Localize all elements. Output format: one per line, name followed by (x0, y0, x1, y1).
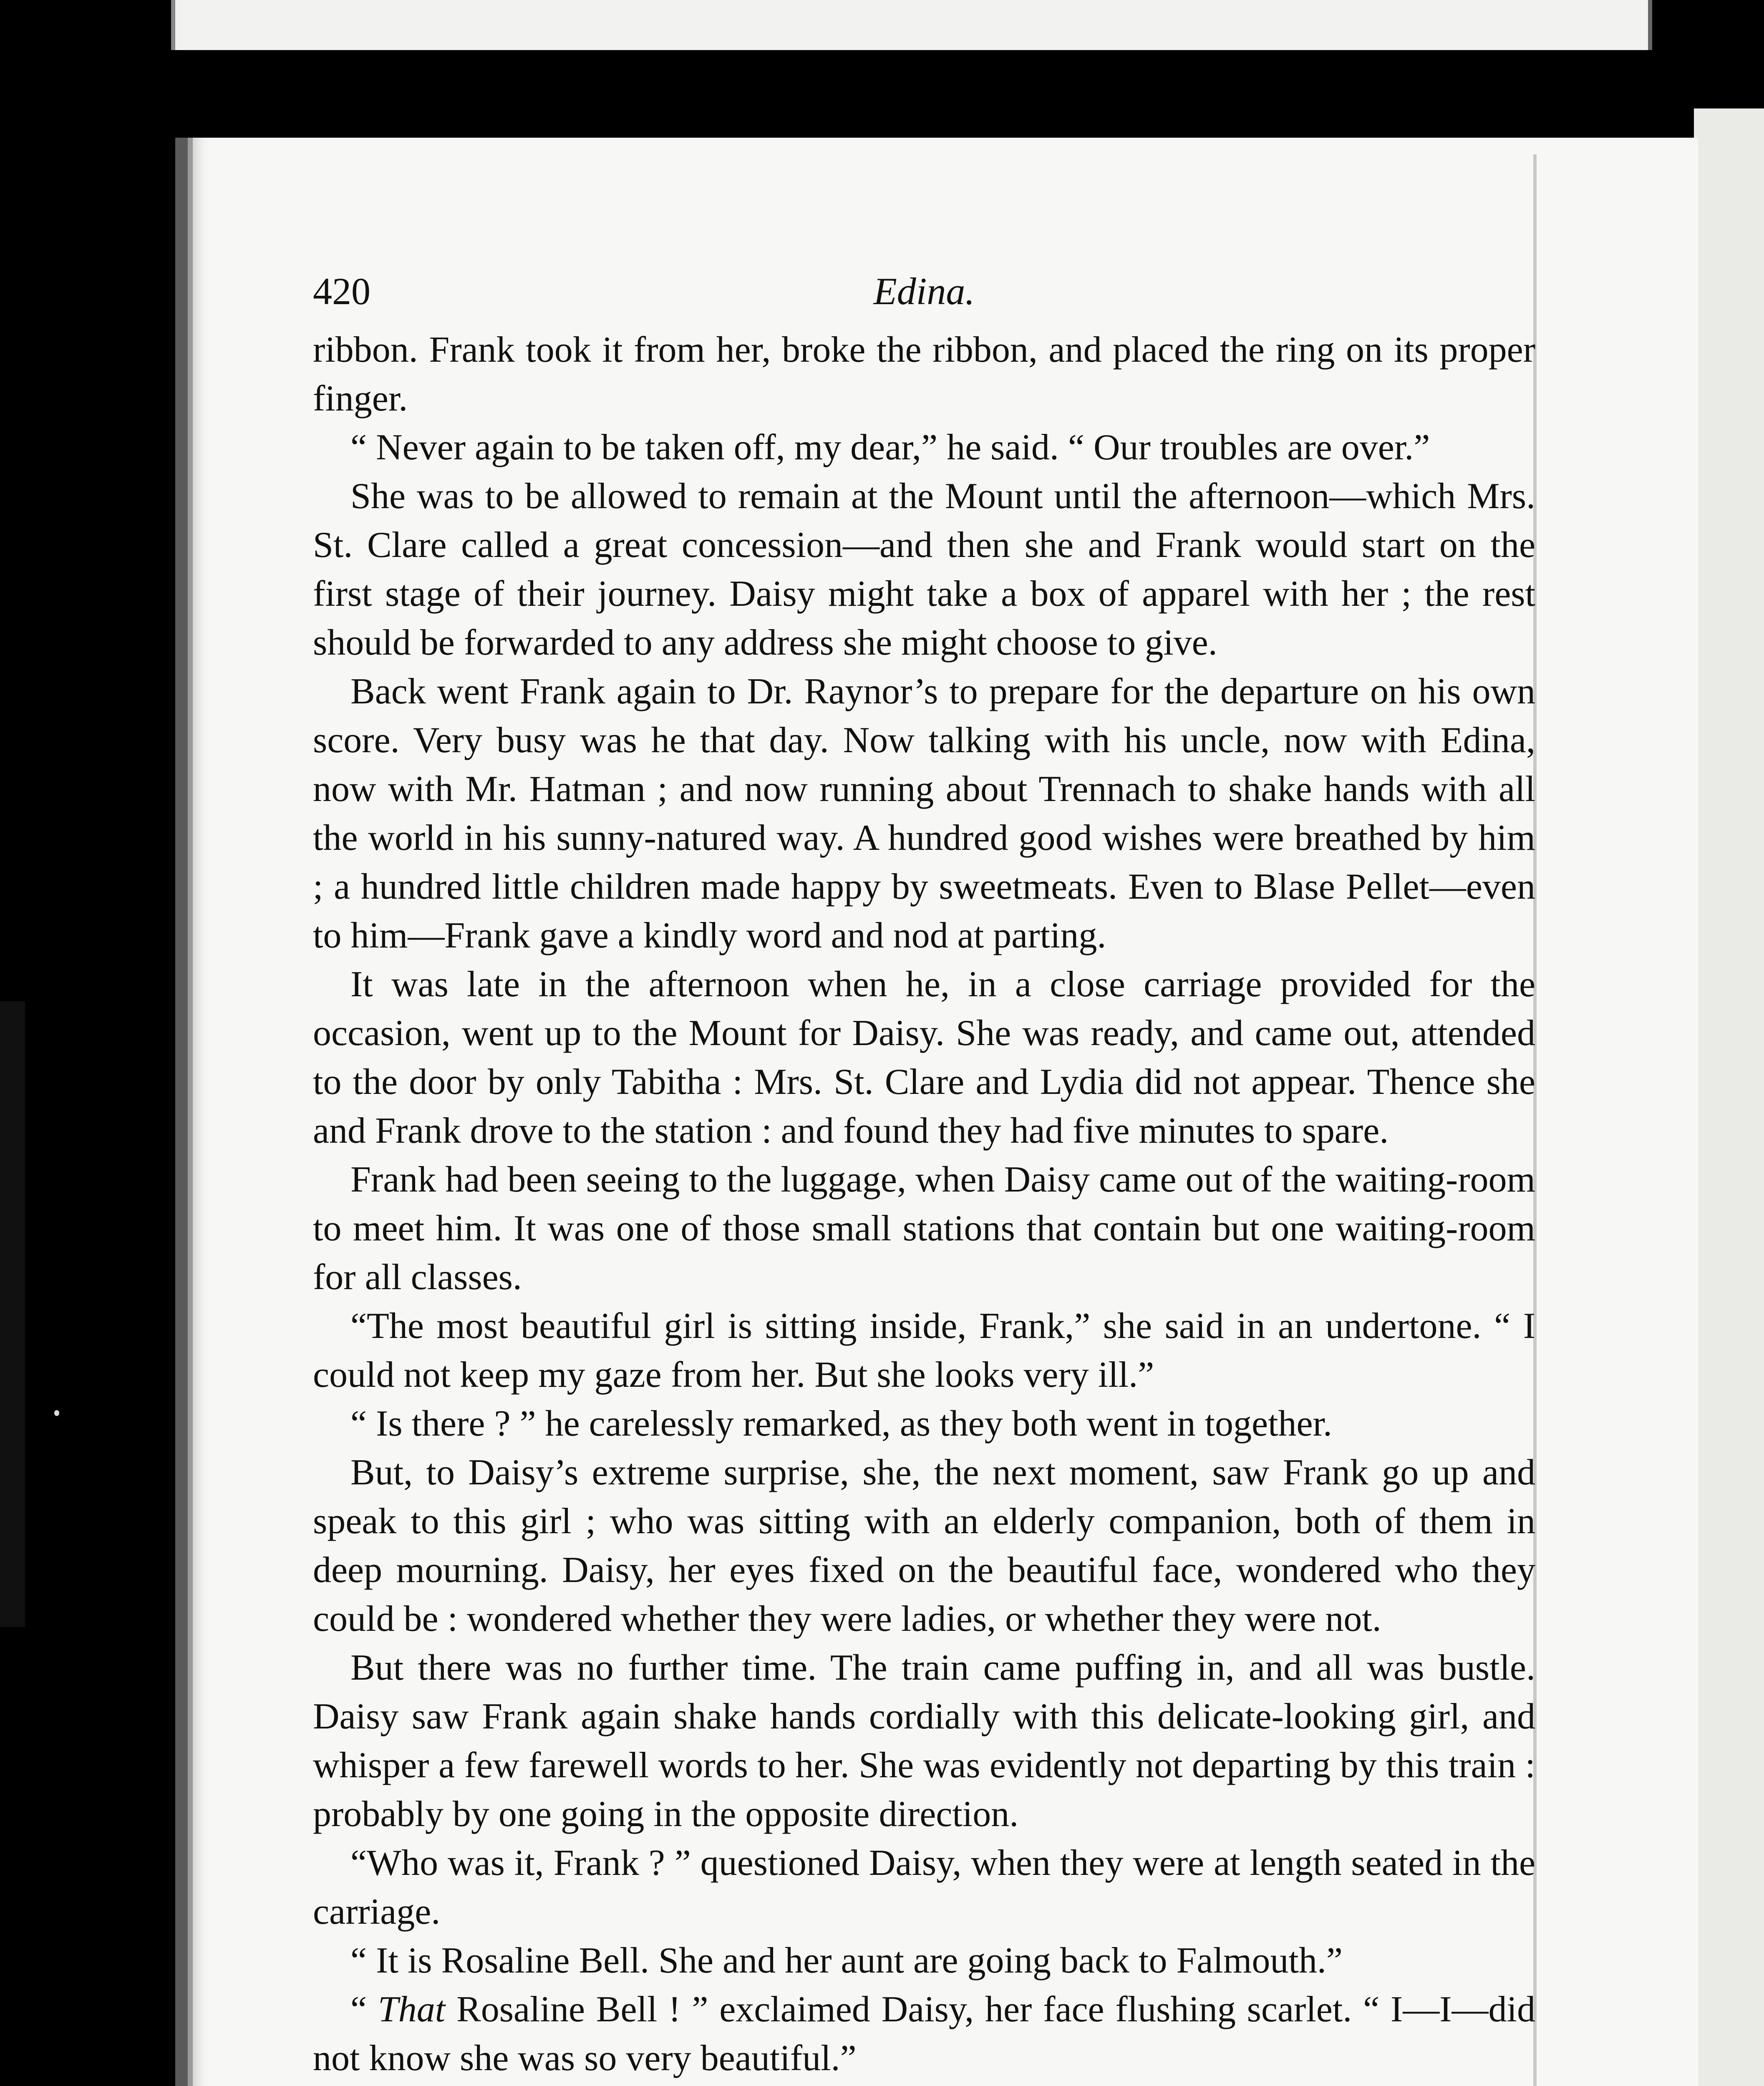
page-text (313, 267, 1535, 2083)
paragraph: “The most beautiful girl is sitting inside, Frank,” she said in an undertone. “ I could not keep my gaze from her. But she looks very ill.” (313, 1306, 1535, 1395)
paragraph: “Who was it, Frank ? ” questioned Daisy, when they were at length seated in the carriage. (313, 1843, 1535, 1932)
paragraph: It was late in the afternoon when he, in a close carriage provided for the occasion, went up to the Mount for Daisy. She was ready, and came out, attended to the door by only Tabitha : Mrs. St. Clare and Lydia did not appear. Thence she and Frank drove to the station : and found they had five minutes to spare. (313, 964, 1535, 1151)
page-number: 420 (313, 270, 370, 312)
paragraph: Back went Frank again to Dr. Raynor’s to prepare for the departure on his own score. Very busy was he that day. Now talking with his uncle, now with Edina, now with Mr. Hatman ; and now running about Trennach to shake hands with all the world in his sunny-natured way. A hundred good wishes were breathed by him ; a hundred little children made happy by sweetmeats. Even to Blase Pellet—even to him—Frank gave a kindly word and nod at parting. (313, 671, 1535, 956)
paragraph: “ It is Rosaline Bell. She and her aunt are going back to Falmouth.” (350, 1940, 1343, 1981)
emphasis-word: That (378, 1989, 446, 2030)
running-head: Edina. (873, 270, 975, 312)
paragraph: She was to be allowed to remain at the Mount until the afternoon—which Mrs. St. Clare called a great concession—and then she and Frank would start on the first stage of their journey. Daisy might take a box of apparel with her ; the rest should be forwarded to any address she might choose to give. (313, 476, 1535, 663)
paragraph: “ Never again to be taken off, my dear,” he said. “ Our troubles are over.” (350, 427, 1430, 468)
paragraph: But there was no further time. The train came puffing in, and all was bustle. Daisy saw Frank again shake hands cordially with this delicate-looking girl, and whisper a few farewell words to her. She was evidently not departing by this train : probably by one going in the opposite direction. (313, 1648, 1535, 1834)
previous-page-edge (171, 0, 1652, 50)
left-shadow (0, 1001, 25, 1627)
paragraph-rest: Rosaline Bell ! ” exclaimed Daisy, her face flushing scarlet. “ I—I—did not know she was so very beautiful.” (313, 1989, 1535, 2078)
paragraph: Frank had been seeing to the luggage, when Daisy came out of the waiting-room to meet him. It was one of those small stations that contain but one waiting-room for all classes. (313, 1159, 1535, 1297)
dust-speck (54, 1410, 59, 1416)
open-quote: “ (350, 1989, 378, 2030)
paragraph: ribbon. Frank took it from her, broke the ribbon, and placed the ring on its proper finger. (313, 330, 1535, 419)
paragraph-last (313, 1985, 1535, 2083)
page-header (313, 267, 1535, 321)
paragraph: “ Is there ? ” he carelessly remarked, as they both went in together. (350, 1403, 1333, 1444)
paragraph: But, to Daisy’s extreme surprise, she, the next moment, saw Frank go up and speak to this girl ; who was sitting with an elderly companion, both of them in deep mourning. Daisy, her eyes fixed on the beautiful face, wondered who they could be : wondered whether they were ladies, or whether they were not. (313, 1452, 1535, 1639)
adjacent-page-edge (1694, 108, 1764, 2086)
